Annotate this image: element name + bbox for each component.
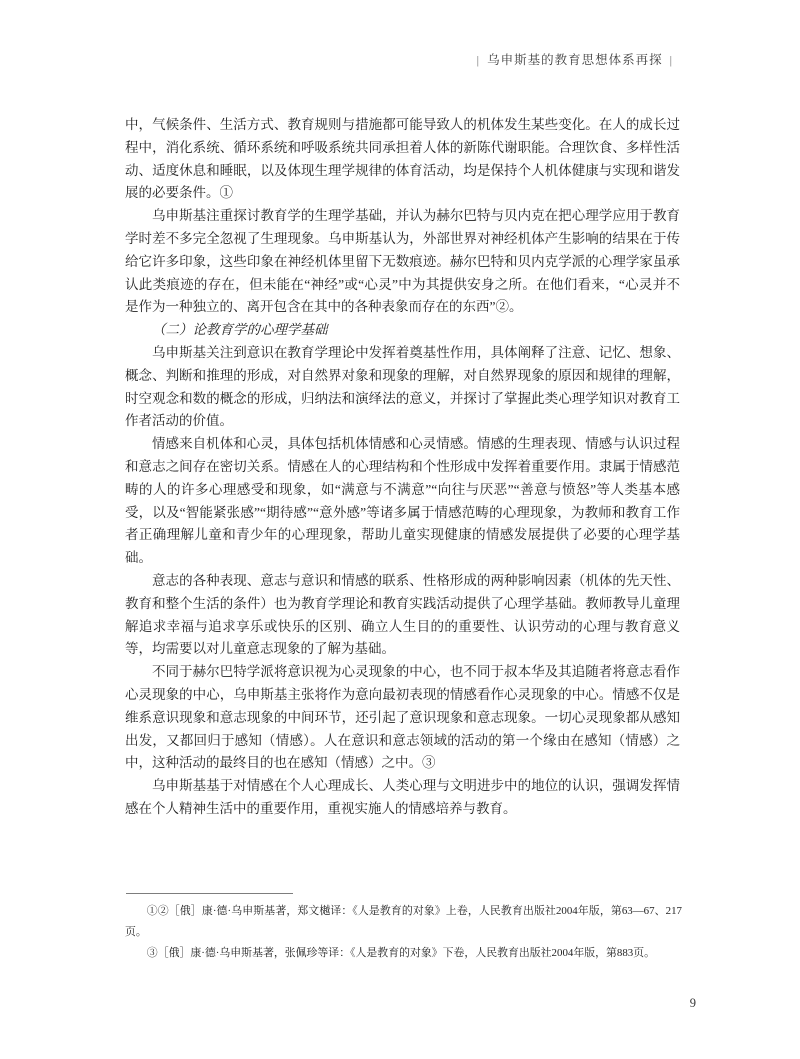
body-paragraph-physiology: 乌申斯基注重探讨教育学的生理学基础，并认为赫尔巴特与贝内克在把心理学应用于教育学时差不多完全忽视了生理现象。乌申斯基认为，外部世界对神经机体产生影响的结果在于传给它许多印象，这些印象在神经机体里留下无数痕迹。赫尔巴特和贝内克学派的心理学家虽承认此类痕迹的存在，但未能在“神经”或“心灵”中为其提供安身之所。在他们看来，“心灵并不是作为一种独立的、离开包含在其中的各种表象而存在的东西”②。	[125, 208, 680, 315]
footnote-2: ③［俄］康·德·乌申斯基著，张佩珍等译：《人是教育的对象》下卷，人民教育出版社2004年版，第883页。	[146, 947, 656, 959]
page-number: 9	[689, 996, 696, 1010]
section-heading: （二）论教育学的心理学基础	[152, 322, 328, 338]
footnote-1: ①②［俄］康·德·乌申斯基著，郑文樾译：《人是教育的对象》上卷，人民教育出版社2004年版，第63—67、217页。	[125, 905, 682, 938]
body-paragraph-emotion-sources: 情感来自机体和心灵，具体包括机体情感和心灵情感。情感的生理表现、情感与认识过程和意志之间存在密切关系。情感在人的心理结构和个性形成中发挥着重要作用。隶属于情感范畴的人的许多心理感受和现象，如“满意与不满意”“向往与厌恶”“善意与愤怒”等人类基本感受，以及“智能紧张感”“期待感”“意外感”等诸多属于情感范畴的心理现象，为教师和教育工作者正确理解儿童和青少年的心理现象，帮助儿童实现健康的情感发展提供了必要的心理学基础。	[125, 436, 680, 566]
header-separator-right: |	[669, 53, 673, 67]
running-header-title: 乌申斯基的教育思想体系再探	[487, 53, 663, 67]
body-paragraph-emotion-cultivation: 乌申斯基基于对情感在个人心理成长、人类心理与文明进步中的地位的认识，强调发挥情感在个人精神生活中的重要作用，重视实施人的情感培养与教育。	[125, 778, 680, 816]
body-paragraph-emotion-center: 不同于赫尔巴特学派将意识视为心灵现象的中心，也不同于叔本华及其追随者将意志看作心灵现象的中心，乌申斯基主张将作为意向最初表现的情感看作心灵现象的中心。情感不仅是维系意识现象和意志现象的中间环节，还引起了意识现象和意志现象。一切心灵现象都从感知出发，又都回归于感知（情感）。人在意识和意志领域的活动的第一个缘由在感知（情感）之中，这种活动的最终目的也在感知（情感）之中。③	[125, 664, 680, 771]
body-text	[125, 114, 680, 821]
footnote-divider	[126, 893, 293, 894]
header-separator-left: |	[476, 53, 481, 67]
body-paragraph-consciousness: 乌申斯基关注到意识在教育学理论中发挥着奠基性作用，具体阐释了注意、记忆、想象、概念、判断和推理的形成，对自然界对象和现象的理解，对自然界现象的原因和规律的理解，时空观念和数的概念的形成，归纳法和演绎法的意义，并探讨了掌握此类心理学知识对教育工作者活动的价值。	[125, 344, 680, 429]
footnotes-section	[125, 893, 682, 964]
running-header	[125, 50, 680, 68]
body-paragraph-will: 意志的各种表现、意志与意识和情感的联系、性格形成的两种影响因素（机体的先天性、教育和整个生活的条件）也为教育学理论和教育实践活动提供了心理学基础。教师教导儿童理解追求幸福与追求享乐或快乐的区别、确立人生目的的重要性、认识劳动的心理与教育意义等，均需要以对儿童意志现象的了解为基础。	[125, 572, 680, 657]
body-paragraph-continued: 中，气候条件、生活方式、教育规则与措施都可能导致人的机体发生某些变化。在人的成长过程中，消化系统、循环系统和呼吸系统共同承担着人体的新陈代谢职能。合理饮食、多样性活动、适度休息和睡眠，以及体现生理学规律的体育活动，均是保持个人机体健康与实现和谐发展的必要条件。①	[125, 117, 680, 201]
